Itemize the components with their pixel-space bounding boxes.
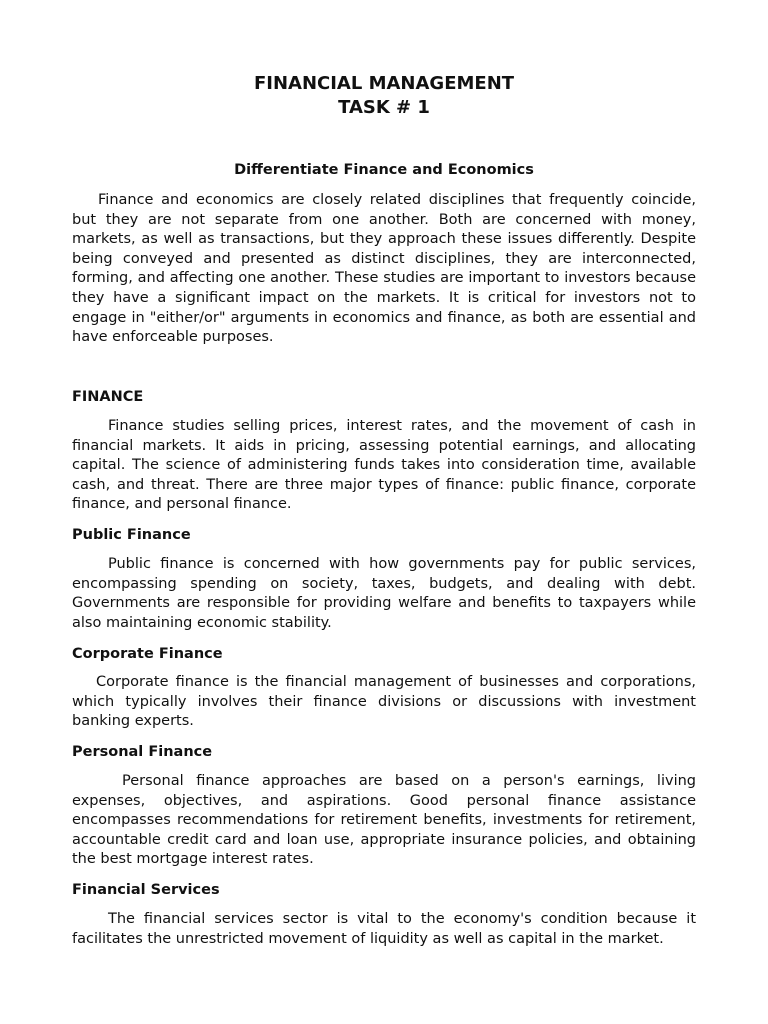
section-heading-public-finance: Public Finance [72, 527, 191, 543]
intro-paragraph: Finance and economics are closely related disciplines that frequently coincide, but they are not separate from one another. Both are concerned with money, markets, as well as transactions, but they approach these issues differently. Despite being conveyed and presented as distinct disciplines, they are interconnected, forming, and affecting one another. These studies are important to investors because they have a significant impact on the markets. It is critical for investors not to engage in "either/or" arguments in economics and finance, as both are essential and have enforceable purposes. [72, 192, 696, 346]
document-subtitle: Differentiate Finance and Economics [234, 162, 534, 178]
section-heading-financial-services: Financial Services [72, 882, 220, 898]
section-heading-personal-finance: Personal Finance [72, 744, 213, 760]
section-body-public-finance: Public finance is concerned with how governments pay for public services, encompassing spending on society, taxes, budgets, and dealing with debt. Governments are responsible for providing welfare and benefits to taxpayers while also maintaining economic stability. [72, 556, 696, 631]
section-body-finance: Finance studies selling prices, interest rates, and the movement of cash in financial markets. It aids in pricing, assessing potential earnings, and allocating capital. The science of administering funds takes into consideration time, available cash, and threat. There are three major types of finance: public finance, corporate finance, and personal finance. [72, 418, 696, 513]
document-title-line1: FINANCIAL MANAGEMENT [253, 73, 515, 94]
section-heading-finance: FINANCE [72, 389, 144, 405]
document-title-line2: TASK # 1 [338, 97, 430, 118]
section-body-personal-finance: Personal finance approaches are based on a person's earnings, living expenses, objectives, and aspirations. Good personal finance assistance encompasses recommendations for retirement benefits, investments for retirement, accountable credit card and loan use, appropriate insurance policies, and obtaining the best mortgage interest rates. [72, 773, 696, 868]
section-body-financial-services: The financial services sector is vital to the economy's condition because it facilitates the unrestricted movement of liquidity as well as capital in the market. [72, 911, 696, 947]
section-heading-corporate-finance: Corporate Finance [72, 646, 223, 662]
section-body-corporate-finance: Corporate finance is the financial management of businesses and corporations, which typically involves their finance divisions or discussions with investment banking experts. [72, 674, 696, 730]
